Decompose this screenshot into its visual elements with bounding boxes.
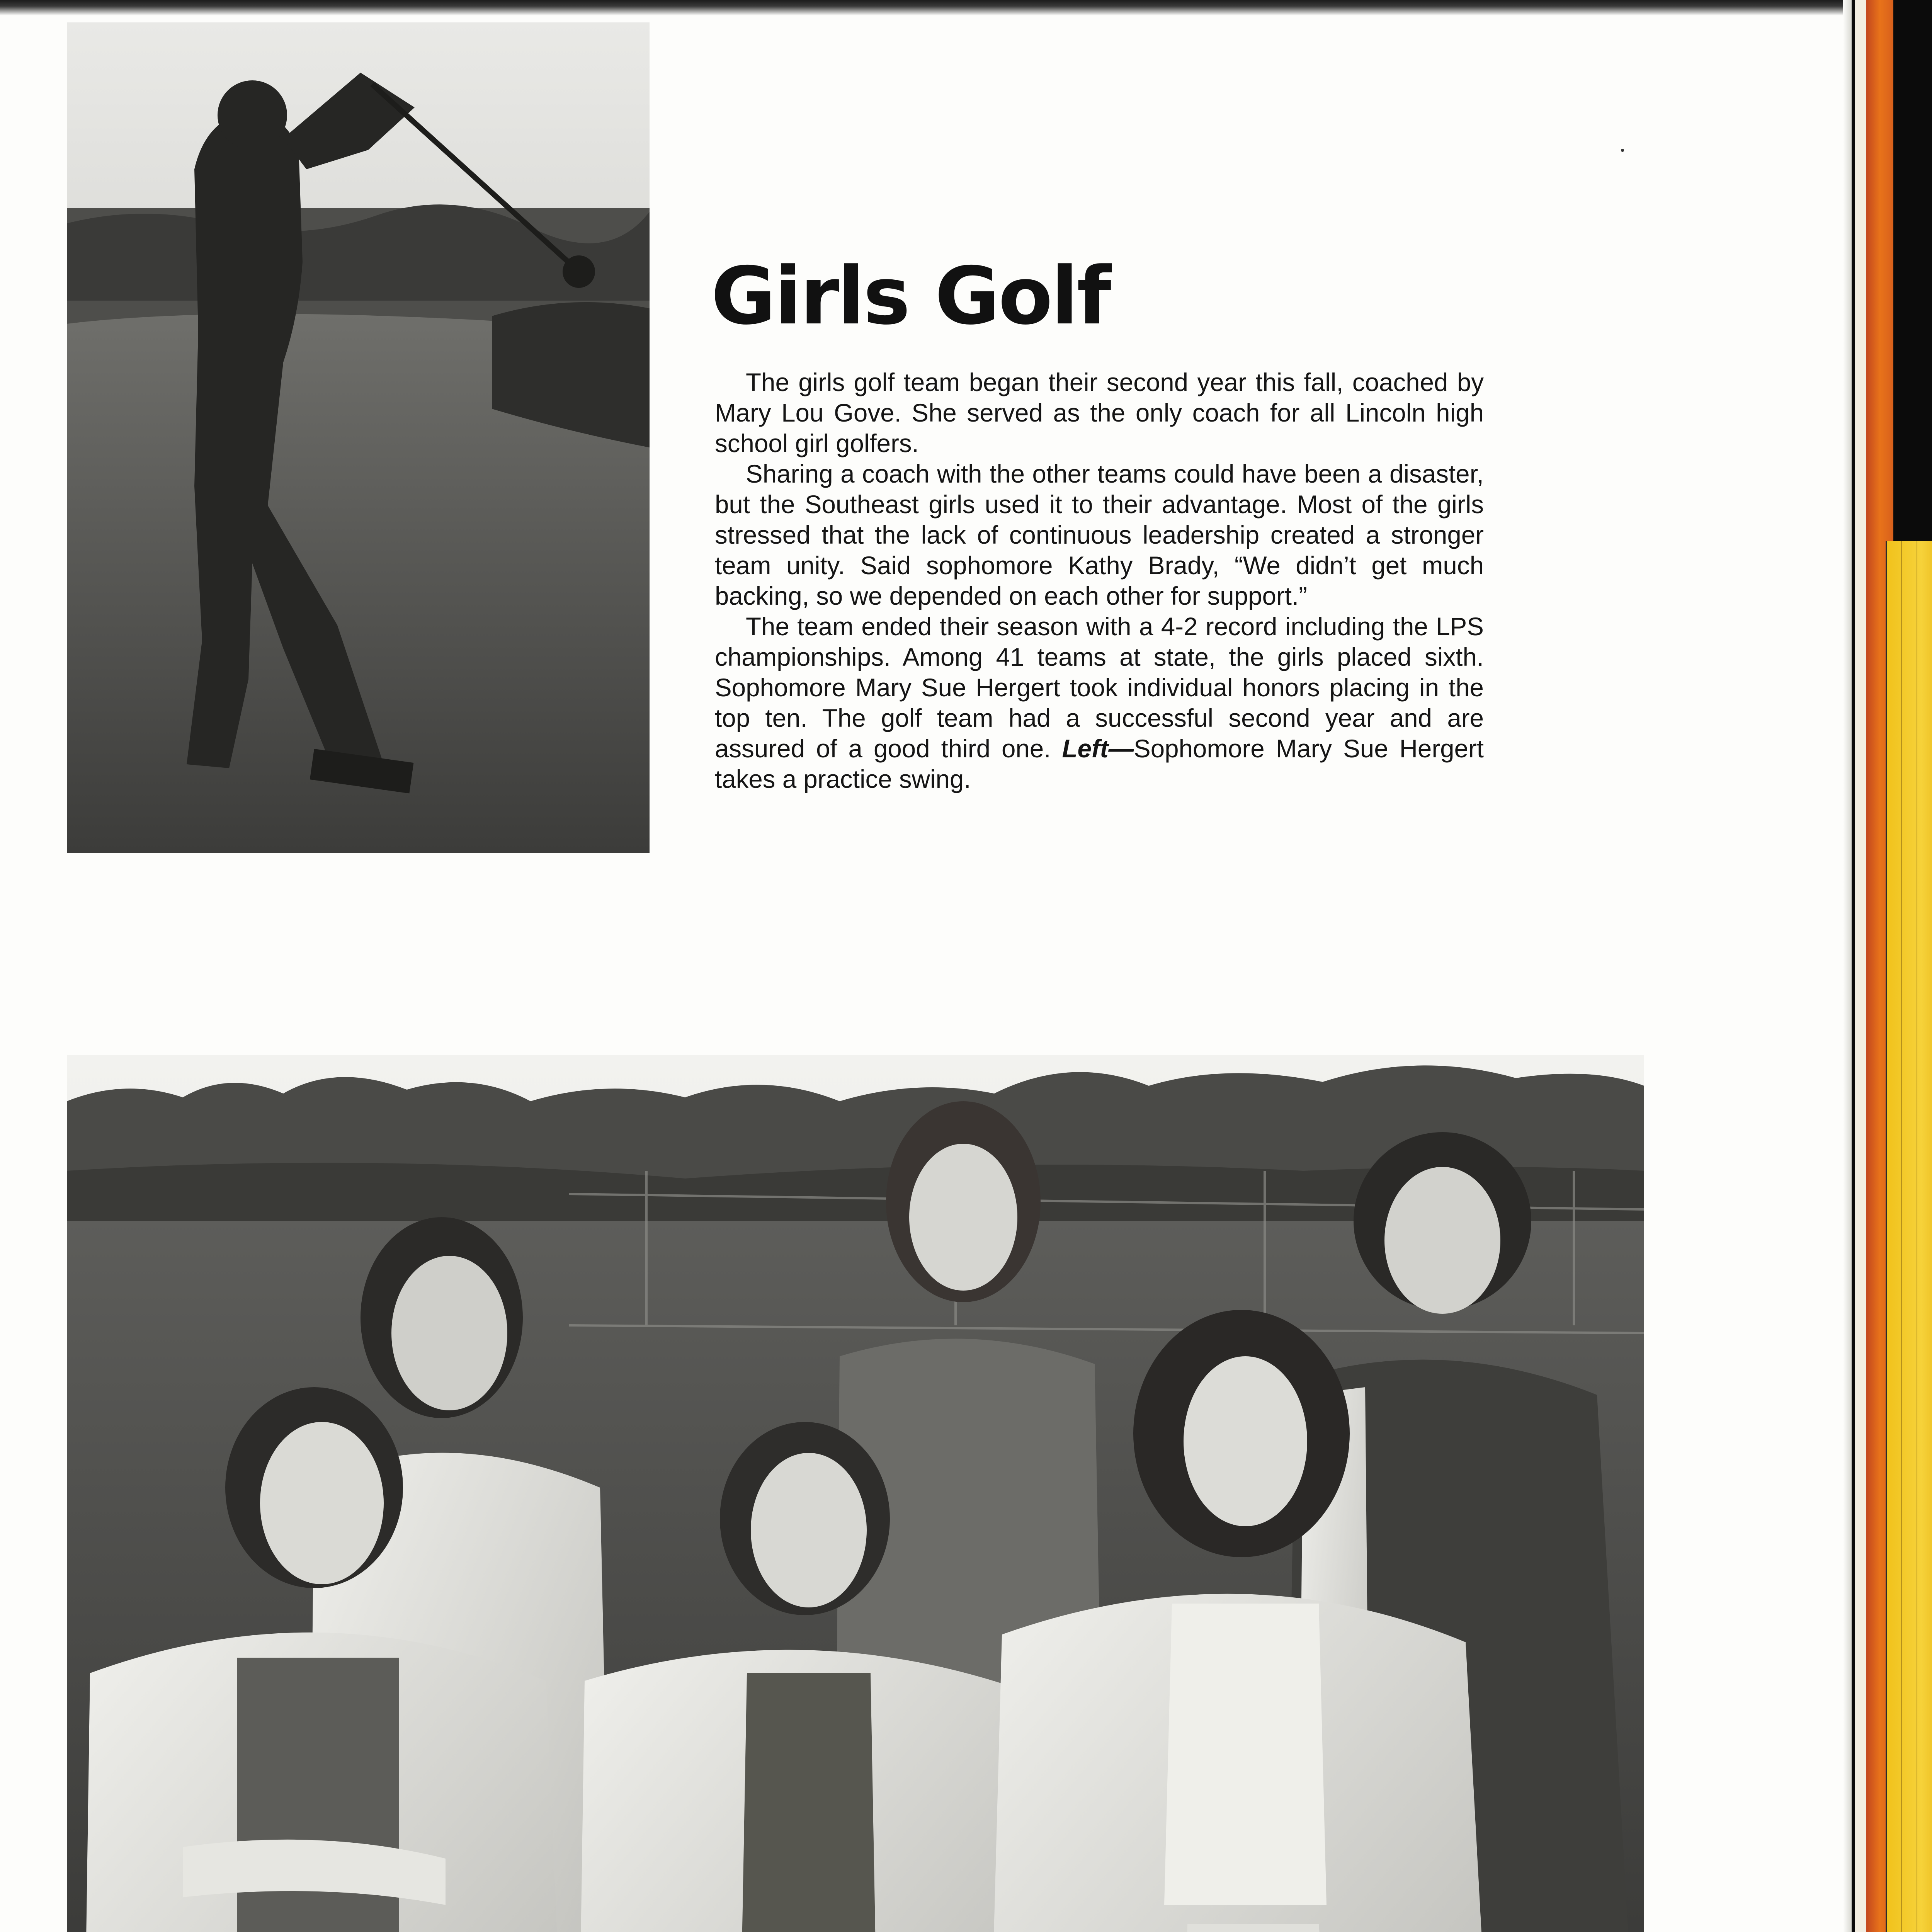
binding-yellow-strip — [1886, 541, 1932, 1932]
scan-top-shadow — [0, 0, 1932, 15]
article-paragraph — [715, 611, 1484, 794]
binding-cream-strip — [1855, 0, 1866, 1932]
golfer-photo-art — [67, 22, 650, 853]
team-photo-art — [67, 1055, 1644, 1932]
page-title: Girls Golf — [711, 250, 1110, 342]
photo-reference-label: Left— — [1062, 735, 1134, 763]
article-paragraph: The girls golf team began their second year this fall, coached by Mary Lou Gove. She served as the only coach for all Lincoln high school girl golfers. — [715, 368, 1484, 457]
team-group-photo — [67, 1055, 1644, 1932]
scan-speck — [1621, 149, 1624, 152]
article-paragraph: Sharing a coach with the other teams could have been a disaster, but the Southeast girls used it to their advantage. Most of the girls stressed that the lack of continuous leadership created a stronger team unity. Said sophomore Kathy Brady, “We didn’t get much backing, so we depended on each other for support.” — [715, 460, 1484, 610]
article-body — [715, 367, 1484, 794]
golfer-swing-photo — [67, 22, 650, 853]
binding-rule-line — [1901, 541, 1902, 1932]
photo-reference-text: Sophomore Mary Sue Hergert takes a practice swing. — [715, 735, 1484, 793]
book-binding-edge — [1843, 0, 1932, 1932]
page-curl-edge — [1843, 0, 1852, 1932]
article-paragraph-text: The team ended their season with a 4-2 record including the LPS championships. Among 41 teams at state, the girls placed sixth. Sophomore Mary Sue Hergert took individual honors placing in the top ten. The golf team had a successful second year and are assured of a good third one. — [715, 612, 1484, 763]
